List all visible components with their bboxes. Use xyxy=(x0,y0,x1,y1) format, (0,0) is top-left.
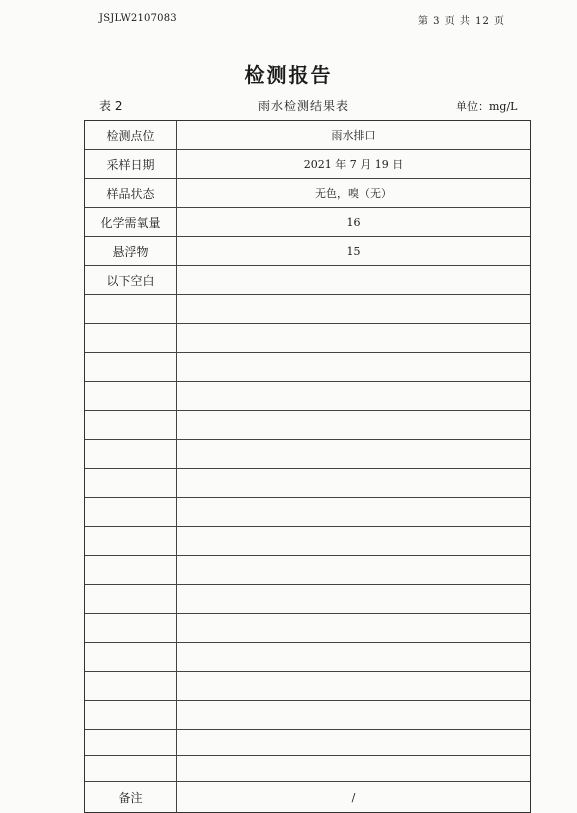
row-label: 化学需氧量 xyxy=(85,208,177,236)
empty-cell xyxy=(177,469,530,497)
empty-cell xyxy=(177,295,530,323)
table-row xyxy=(85,237,530,266)
empty-cell xyxy=(177,556,530,584)
empty-cell xyxy=(85,324,177,352)
row-value: 雨水排口 xyxy=(331,129,376,142)
empty-cell xyxy=(177,324,530,352)
remark-value: / xyxy=(351,790,356,804)
remark-label: 备注 xyxy=(85,782,177,812)
report-number: JSJLW2107083 xyxy=(99,13,177,24)
empty-cell xyxy=(177,382,530,410)
empty-cell xyxy=(85,440,177,468)
empty-cell xyxy=(177,756,530,781)
results-table xyxy=(84,120,531,813)
empty-row xyxy=(85,614,530,643)
empty-cell xyxy=(85,353,177,381)
empty-cell xyxy=(85,411,177,439)
empty-row xyxy=(85,672,530,701)
empty-row xyxy=(85,556,530,585)
empty-cell xyxy=(177,643,530,671)
empty-cell xyxy=(85,701,177,729)
empty-cell xyxy=(177,614,530,642)
table-row xyxy=(85,208,530,237)
empty-row xyxy=(85,527,530,556)
empty-row xyxy=(85,295,530,324)
row-label: 以下空白 xyxy=(85,266,177,294)
table-row xyxy=(85,266,530,295)
empty-row xyxy=(85,469,530,498)
empty-cell xyxy=(85,614,177,642)
empty-row xyxy=(85,411,530,440)
empty-cell xyxy=(177,701,530,729)
table-name: 雨水检测结果表 xyxy=(258,99,350,113)
empty-cell xyxy=(85,756,177,781)
empty-cell xyxy=(177,527,530,555)
table-row xyxy=(85,121,530,150)
empty-row xyxy=(85,701,530,730)
remark-row xyxy=(85,782,530,812)
empty-cell xyxy=(177,672,530,700)
row-label: 样品状态 xyxy=(85,179,177,207)
empty-row xyxy=(85,730,530,756)
empty-cell xyxy=(85,498,177,526)
table-row xyxy=(85,179,530,208)
table-number: 表 2 xyxy=(99,99,123,113)
empty-cell xyxy=(177,353,530,381)
empty-row xyxy=(85,353,530,382)
empty-cell xyxy=(85,469,177,497)
empty-row xyxy=(85,382,530,411)
empty-cell xyxy=(177,730,530,755)
empty-cell xyxy=(85,730,177,755)
table-row xyxy=(85,150,530,179)
row-value xyxy=(177,266,530,294)
empty-cell xyxy=(85,672,177,700)
empty-cell xyxy=(177,585,530,613)
empty-cell xyxy=(177,498,530,526)
empty-cell xyxy=(85,295,177,323)
table-unit: 单位：mg/L xyxy=(456,100,518,113)
row-label: 悬浮物 xyxy=(85,237,177,265)
empty-cell xyxy=(85,527,177,555)
row-value: 2021 年 7 月 19 日 xyxy=(303,158,404,171)
row-value: 15 xyxy=(346,244,361,258)
empty-cell xyxy=(177,411,530,439)
row-label: 采样日期 xyxy=(85,150,177,178)
empty-cell xyxy=(85,382,177,410)
page-title: 检测报告 xyxy=(244,63,333,87)
row-label: 检测点位 xyxy=(85,121,177,149)
empty-cell xyxy=(85,585,177,613)
empty-cell xyxy=(177,440,530,468)
empty-row xyxy=(85,440,530,469)
empty-cell xyxy=(85,643,177,671)
empty-cell xyxy=(85,556,177,584)
empty-row xyxy=(85,585,530,614)
empty-row xyxy=(85,324,530,353)
empty-row xyxy=(85,643,530,672)
page-info: 第 3 页 共 12 页 xyxy=(418,16,505,27)
row-value: 无色，嗅（无） xyxy=(315,187,392,200)
empty-row xyxy=(85,756,530,782)
row-value: 16 xyxy=(346,215,361,229)
empty-row xyxy=(85,498,530,527)
